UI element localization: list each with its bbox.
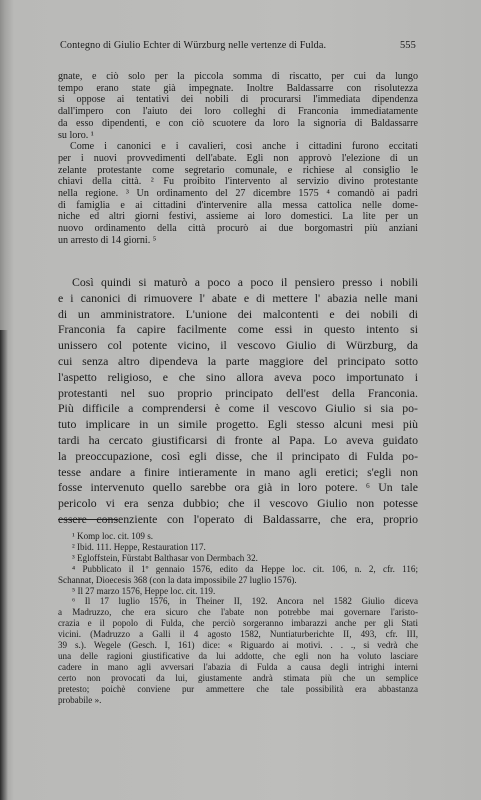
text-line: Franconia fa capire facilmente come essi in questo intento si (58, 322, 418, 337)
text-line: l'aspetto religioso, e che sino allora aveva poco importunato i (58, 369, 418, 384)
text-line: pericolo vi era senza dubbio; che il vescovo Giulio non potesse (58, 496, 418, 511)
footnote-separator (58, 519, 118, 520)
footnote-line: a Madruzzo, che era sicuro che l'abate non potrebbe mai governare l'aristo- (58, 607, 418, 618)
footnote-line: ⁵ Il 27 marzo 1576, Heppe loc. cit. 119. (72, 585, 216, 596)
footnote-line: Schannat, Dioecesis 368 (con la data impossibile 27 luglio 1576). (58, 574, 297, 585)
text-line: tardi ha cercato giustificarsi di fronte al Papa. Lo aveva guidato (58, 432, 418, 447)
text-line: un arresto di 14 giorni. ⁵ (58, 234, 157, 246)
text-line: di famiglia e ai cittadini d'intervenire alla messa cattolica nelle dome- (58, 199, 418, 211)
text-line: si oppose ai tentativi dei nobili di procurarsi l'immediata dipendenza (58, 94, 418, 106)
footnote-line: 39 s.). Wegele (Gesch. I, 161) dice: « Riguardo ai motivi. . . ., si vedrà che (58, 640, 418, 651)
text-line: la preoccupazione, così egli disse, che il principato di Fulda po- (58, 448, 418, 463)
text-line: Così quindi si maturò a poco a poco il pensiero presso i nobili (72, 275, 418, 289)
text-line: niche ed altri giorni festivi, assieme ai loro domestici. La lite per un (58, 211, 418, 223)
footnote-line: crazia e il popolo di Fulda, che perciò sorgeranno imbarazzi anche per gli Stati (58, 618, 418, 629)
text-line: protestanti nel suo proprio principato dell'est della Franconia. (58, 385, 418, 400)
text-line: essere consenziente con l'operato di Baldassarre, che era, proprio (58, 511, 418, 526)
paragraph-main (58, 275, 418, 528)
footnote-line: certo non provocati da lui, giustamente andrà stimata più che un semplice (58, 672, 418, 683)
text-line: unissero col potente vicino, il vescovo Giulio di Würzburg, da (58, 338, 418, 353)
text-line: Più difficile a comprendersi è come il vescovo Giulio si sia po- (58, 401, 418, 416)
text-line: di un amministratore. L'unione dei malcontenti e dei nobili di (58, 306, 418, 321)
footnote-line: vicini. (Madruzzo a Galli il 4 agosto 1582, Nuntiaturberichte II, 493, cfr. III, (58, 629, 418, 640)
text-line: cui senza altro dipendeva la parte maggiore del principato sotto (58, 353, 418, 368)
text-line: nuovo ordinamento della città procurò ai due borgomastri più anziani (58, 223, 418, 235)
text-line: fosse intervenuto quello sarebbe ora già in loro potere. ⁶ Un tale (58, 480, 418, 495)
binding-shadow (0, 330, 8, 800)
text-line: dall'impero con l'aiuto dei loro colleghi di Franconia immediatamente (58, 106, 418, 118)
text-line: nella regione. ³ Un ordinamento del 27 dicembre 1575 ⁴ comandò ai padri (58, 188, 418, 200)
text-line: tuto implicare in un simile progetto. Egli stesso alcuni mesi più (58, 417, 418, 432)
text-line: Come i canonici e i cavalieri, così anche i cittadini furono eccitati (70, 141, 418, 153)
footnote-line: ³ Egloffstein, Fürstabt Balthasar von Dermbach 32. (72, 552, 258, 563)
footnote-line: probabile ». (58, 694, 102, 705)
footnote-line: ² Ibid. 111. Heppe, Restauration 117. (72, 541, 206, 552)
text-line: per i nuovi provvedimenti dell'abate. Egli non approvò l'elezione di un (58, 152, 418, 164)
footnote-line: ⁴ Pubblicato il 1º gennaio 1576, edito da Heppe loc. cit. 106, n. 2, cfr. 116; (72, 563, 418, 574)
page-number: 555 (400, 40, 416, 51)
text-line: tesse andare a finire intieramente in mano agli eretici; s'egli non (58, 464, 418, 479)
running-header (60, 40, 418, 51)
text-line: su loro. ¹ (58, 129, 94, 141)
text-line: tempo erano state già impegnate. Inoltre Baldassarre con risolutezza (58, 82, 418, 94)
text-line: gnate, e ciò solo per la piccola somma di riscatto, per cui da lungo (58, 71, 418, 82)
text-line: chiavi della città. ² Fu proibito l'intervento al servizio divino protestante (58, 176, 418, 188)
text-line: e i canonici di rimuovere l' abate e di mettere l' abazia nelle mani (58, 290, 418, 305)
footnote-line: ¹ Komp loc. cit. 109 s. (72, 531, 154, 541)
footnote-line: pretesto; poichè conviene pur ammettere che tale possibilità era abbastanza (58, 683, 418, 694)
text-line: zelante protestante come segretario comunale, e richiese al consiglio le (58, 164, 418, 176)
footnote-line: ⁶ Il 17 luglio 1576, in Theiner II, 192. Ancora nel 1582 Giulio diceva (72, 596, 418, 607)
footnote-line: cadere in mano agli avversari l'abazia di Fulda a causa degli intrighi interni (58, 661, 418, 672)
footnote-line: una delle ragioni giustificative da lui addotte, che egli non ha voluto lasciare (58, 650, 418, 661)
running-title: Contegno di Giulio Echter di Würzburg nelle vertenze di Fulda. (60, 40, 327, 51)
text-line: da esso dipendenti, e con ciò scuotere da loro la signoria di Baldassarre (58, 117, 418, 129)
footnotes (58, 531, 418, 706)
paragraph-small-print (58, 71, 418, 247)
